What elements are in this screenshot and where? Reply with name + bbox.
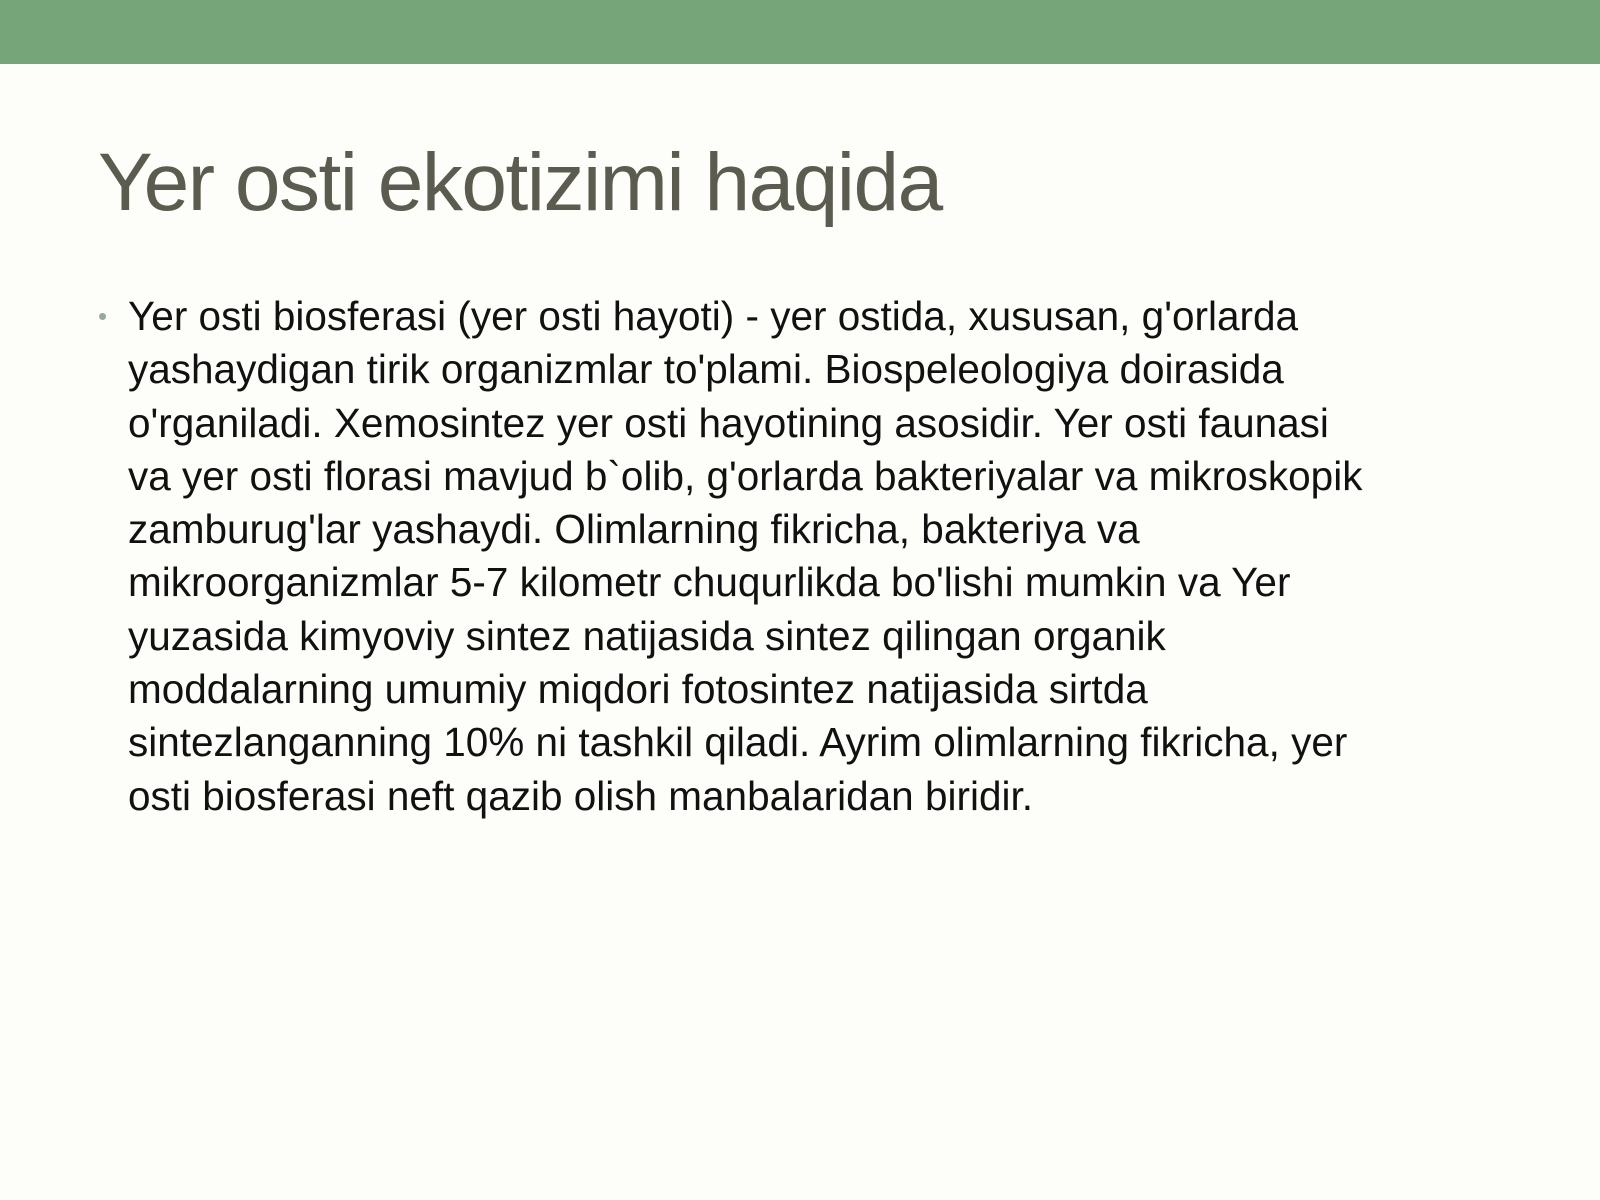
body-line: o'rganiladi. Xemosintez yer osti hayotining asosidir. Yer osti faunasi: [128, 399, 1329, 446]
body-line: sintezlanganning 10% ni tashkil qiladi. Ayrim olimlarning fikricha, yer: [128, 719, 1348, 766]
body-line: zamburug'lar yashaydi. Olimlarning fikricha, bakteriya va: [128, 506, 1140, 553]
body-line: yuzasida kimyoviy sintez natijasida sintez qilingan organik: [128, 612, 1166, 659]
body-line: yashaydigan tirik organizmlar to'plami. Biospeleologiya doirasida: [128, 346, 1284, 393]
body-line: osti biosferasi neft qazib olish manbalaridan biridir.: [128, 772, 1033, 819]
body-line: Yer osti biosferasi (yer osti hayoti) - yer ostida, xususan, g'orlarda: [128, 293, 1299, 339]
body-line: mikroorganizmlar 5-7 kilometr chuqurlikda bo'lishi mumkin va Yer: [128, 559, 1291, 606]
bullet-item: [98, 290, 1508, 823]
bullet-list: [98, 290, 1508, 823]
bullet-dot-icon: •: [98, 301, 108, 331]
body-line: moddalarning umumiy miqdori fotosintez natijasida sirtda: [128, 666, 1148, 713]
body-line: va yer osti florasi mavjud b`olib, g'orlarda bakteriyalar va mikroskopik: [128, 452, 1363, 499]
slide-title: Yer osti ekotizimi haqida: [98, 137, 942, 228]
accent-top-bar: [0, 0, 1600, 64]
